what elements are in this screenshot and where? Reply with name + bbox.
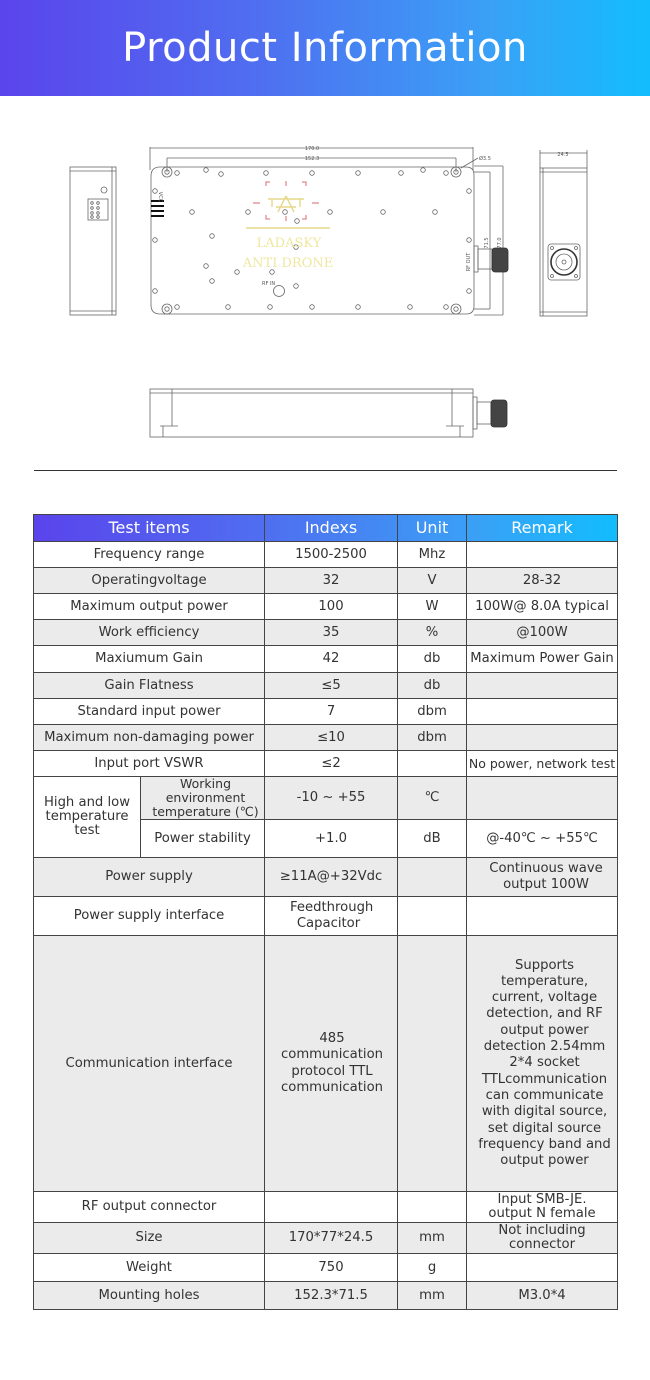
cell-remark: @-40℃ ~ +55℃: [467, 820, 618, 858]
cell-item: Mounting holes: [34, 1282, 265, 1310]
table-row: [34, 699, 618, 725]
cell-item: Power supply: [34, 858, 265, 897]
cell-unit: [398, 858, 467, 897]
technical-drawing: [0, 130, 650, 460]
cell-remark: [467, 542, 618, 568]
section-divider: [34, 470, 617, 471]
cell-index: 100: [265, 594, 398, 620]
cell-index: -10 ~ +55: [265, 777, 398, 820]
table-row: [34, 568, 618, 594]
cell-remark: Input SMB-JE. output N female: [467, 1192, 618, 1223]
cell-item: Weight: [34, 1254, 265, 1282]
cell-remark: No power, network test: [467, 751, 618, 777]
cell-unit: [398, 897, 467, 936]
cell-item: Frequency range: [34, 542, 265, 568]
cell-item: Maxiumum Gain: [34, 646, 265, 673]
table-row: [34, 620, 618, 646]
table-row: [34, 646, 618, 673]
cell-index: 7: [265, 699, 398, 725]
vcc-pins-icon: [151, 201, 164, 216]
cell-item: Power supply interface: [34, 897, 265, 936]
table-row: [34, 897, 618, 936]
cell-remark: [467, 897, 618, 936]
table-row: [34, 594, 618, 620]
cell-unit: db: [398, 646, 467, 673]
cell-item: Work efficiency: [34, 620, 265, 646]
cell-remark: [467, 1254, 618, 1282]
cell-remark: Maximum Power Gain: [467, 646, 618, 673]
cell-unit: mm: [398, 1282, 467, 1310]
label-rf-in: RF IN: [262, 281, 276, 287]
right-side-view: [540, 150, 587, 316]
header-indexs: Indexs: [265, 515, 398, 542]
cell-remark: 28-32: [467, 568, 618, 594]
cell-remark: M3.0*4: [467, 1282, 618, 1310]
cell-unit: [398, 751, 467, 777]
watermark-line1: LADASKY: [256, 236, 322, 251]
cell-item: RF output connector: [34, 1192, 265, 1223]
watermark-line2: ANTI DRONE: [242, 256, 334, 271]
header-unit: Unit: [398, 515, 467, 542]
pin-header-icon: [91, 202, 100, 219]
cell-index: 485 communication protocol TTL communication: [265, 936, 398, 1192]
cell-item: Maximum non-damaging power: [34, 725, 265, 751]
cell-remark: Not including connector: [467, 1223, 618, 1254]
cell-item: Working environment temperature (℃): [141, 777, 265, 820]
cell-remark: [467, 699, 618, 725]
cell-index: [265, 1192, 398, 1223]
rf-out-connector-icon: [474, 246, 508, 272]
cell-remark: Supports temperature, current, voltage detection, and RF output power detection 2.54mm 2*4 socket TTLcommunication can communicate with digital source, set digital source frequency band and output power: [467, 936, 618, 1192]
cell-item: Power stability: [141, 820, 265, 858]
left-side-view: [70, 167, 116, 315]
cell-index: ≤2: [265, 751, 398, 777]
label-rf-out: RF OUT: [466, 252, 472, 272]
cell-item: Communication interface: [34, 936, 265, 1192]
cell-index: ≥11A@+32Vdc: [265, 858, 398, 897]
cell-index: 42: [265, 646, 398, 673]
cell-unit: db: [398, 673, 467, 699]
header-remark: Remark: [467, 515, 618, 542]
bottom-side-view: [150, 389, 507, 437]
table-row: [34, 858, 618, 897]
cell-item: Input port VSWR: [34, 751, 265, 777]
cell-unit: dbm: [398, 699, 467, 725]
cell-index: 1500-2500: [265, 542, 398, 568]
dim-thickness: 24.5: [557, 152, 569, 158]
table-row-temp-1: [34, 777, 618, 820]
cell-index: 35: [265, 620, 398, 646]
cell-unit: mm: [398, 1223, 467, 1254]
cell-item: Maximum output power: [34, 594, 265, 620]
table-row: [34, 673, 618, 699]
dim-hole-spacing-length: 152.3: [304, 156, 320, 162]
dim-hole-diameter: Ø3.5: [479, 156, 491, 162]
cell-index: 152.3*71.5: [265, 1282, 398, 1310]
cell-remark: [467, 673, 618, 699]
cell-unit: [398, 936, 467, 1192]
table-row: [34, 1282, 618, 1310]
dim-overall-width: 77.0: [497, 237, 503, 249]
dim-hole-spacing-width: 71.5: [484, 237, 490, 249]
table-row: [34, 936, 618, 1192]
cell-remark: @100W: [467, 620, 618, 646]
cell-unit: dbm: [398, 725, 467, 751]
cell-temp-group: High and low temperature test: [34, 777, 141, 858]
cell-unit: %: [398, 620, 467, 646]
cell-remark: 100W@ 8.0A typical: [467, 594, 618, 620]
table-row: [34, 1223, 618, 1254]
table-row: [34, 542, 618, 568]
top-view: [150, 147, 508, 315]
cell-unit: V: [398, 568, 467, 594]
header-test-items: Test items: [34, 515, 265, 542]
cell-remark: [467, 777, 618, 820]
table-row: [34, 1254, 618, 1282]
cell-item: Gain Flatness: [34, 673, 265, 699]
cell-item: Operatingvoltage: [34, 568, 265, 594]
cell-unit: W: [398, 594, 467, 620]
table-row: [34, 1192, 618, 1223]
header-banner: [0, 0, 650, 96]
cell-index: 750: [265, 1254, 398, 1282]
cell-unit: Mhz: [398, 542, 467, 568]
cell-index: 32: [265, 568, 398, 594]
cell-unit: dB: [398, 820, 467, 858]
table-row: [34, 725, 618, 751]
cell-unit: g: [398, 1254, 467, 1282]
cell-unit: [398, 1192, 467, 1223]
cell-remark: Continuous wave output 100W: [467, 858, 618, 897]
cell-index: ≤10: [265, 725, 398, 751]
cell-item: Size: [34, 1223, 265, 1254]
watermark-logo: [242, 181, 333, 271]
cell-index: 170*77*24.5: [265, 1223, 398, 1254]
cell-unit: ℃: [398, 777, 467, 820]
cell-remark: [467, 725, 618, 751]
cell-index: Feedthrough Capacitor: [265, 897, 398, 936]
label-vcc: VCC: [157, 191, 163, 203]
rf-in-connector-icon: [274, 286, 285, 297]
dim-overall-length: 170.0: [304, 146, 320, 152]
table-row: [34, 751, 618, 777]
cell-item: Standard input power: [34, 699, 265, 725]
page-title: Product Information: [122, 25, 528, 71]
cell-index: ≤5: [265, 673, 398, 699]
table-header-row: [34, 515, 618, 542]
cell-index: +1.0: [265, 820, 398, 858]
spec-table: [33, 514, 618, 1310]
